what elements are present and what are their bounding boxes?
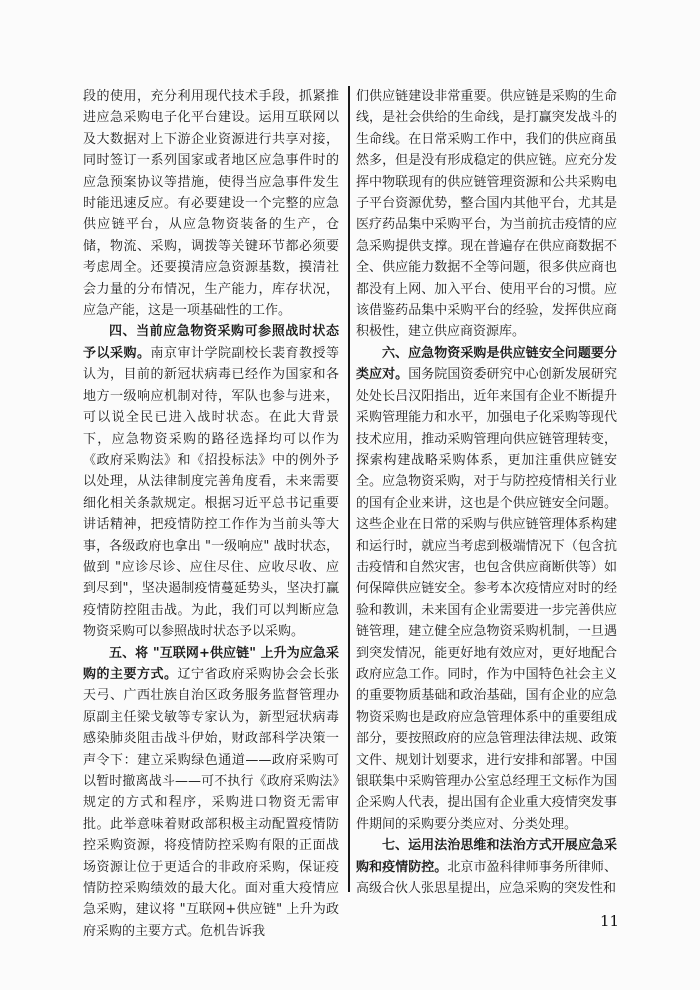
section-heading-text: 四、当前应急物资采购可参照战时状态予以采购。 — [83, 324, 339, 361]
body-text: 辽宁省政府采购协会会长张天弓、广西壮族自治区政务服务监督管理办原副主任梁戈敏等专家认为，新型冠状病毒感染肺炎阻击战斗伊始，财政部科学决策一声令下：建立采购绿色通道——政府采购可以暂时撤离战斗——可不执行《政府采购法》规定的方式和程序，采购进口物资无需审批。此举意味着财政部积极主动配置疫情防控采购资源，将疫情防控采购有限的正面战场资源让位于更适合的非政府采购，保证疫情防控采购绩效的最大化。面对重大疫情应急采购，建议将 "互联网+供应链" 上升为政府采购的主要方式。危机告诉我 — [83, 666, 339, 939]
left-column — [83, 86, 339, 942]
paragraph — [356, 86, 617, 343]
page-number: 11 — [600, 912, 620, 930]
right-column — [356, 86, 617, 899]
section-heading-text: 六、应急物资采购是供应链安全问题要分类应对。 — [356, 345, 617, 383]
body-text: 北京市盈科律师事务所律师、高级合伙人张思星提出，应急采购的突发性和 — [356, 859, 617, 897]
body-text: 国务院国资委研究中心创新发展研究处处长吕汉阳指出，近年来国有企业不断提升采购管理能力和水平，加强电子化采购等现代技术应用，推动采购管理向供应链管理转变，探索构建战略采购体系，更加注重供应链安全。应急物资采购，对于与防控疫情相关行业的国有企业来讲，这也是个供应链安全问题。这些企业在日常的采购与供应链管理体系构建和运行时，就应当考虑到极端情况下（包含抗击疫情和自然灾害，也包含供应商断供等）如何保障供应链安全。参考本次疫情应对时的经验和教训，未来国有企业需要进一步完善供应链管理，建立健全应急物资采购机制，一旦遇到突发情况，能更好地有效应对，更好地配合政府应急工作。同时，作为中国特色社会主义的重要物质基础和政治基础，国有企业的应急物资采购也是政府应急管理体系中的重要组成部分，要按照政府的应急管理法律法规、政策文件、规划计划要求，进行安排和部署。中国银联集中采购管理办公室总经理王文标作为国企采购人代表，提出国有企业重大疫情突发事件期间的采购要分类应对、分类处理。 — [356, 367, 617, 832]
paragraph — [83, 643, 339, 943]
column-divider-line — [348, 86, 350, 892]
body-text: 们供应链建设非常重要。供应链是采购的生命线，是社会供给的生命线，是打赢突发战斗的生命线。在日常采购工作中，我们的供应商虽然多，但是没有形成稳定的供应链。应充分发挥中物联现有的供应链管理资源和公共采购电子平台资源优势，整合国内其他平台，尤其是医疗药品集中采购平台，为当前抗击疫情的应急采购提供支撑。现在普遍存在供应商数据不全、供应能力数据不全等问题，很多供应商也都没有上网、加入平台、使用平台的习惯。应该借鉴药品集中采购平台的经验，发挥供应商积极性，建立供应商资源库。 — [356, 89, 617, 340]
section-heading-text: 五、将 "互联网+供应链" 上升为应急采购的主要方式。 — [83, 645, 339, 682]
paragraph — [356, 835, 617, 899]
paragraph — [83, 86, 339, 321]
section-heading-text: 七、运用法治思维和法治方式开展应急采购和疫情防控。 — [356, 838, 617, 875]
body-text: 南京审计学院副校长裴育教授等认为，目前的新冠状病毒已经作为国家和各地方一级响应机制对待，军队也参与进来，可以说全民已进入战时状态。在此大背景下，应急物资采购的路径选择均可以作为《政府采购法》和《招投标法》中的例外予以处理，从法律制度完善角度看，未来需要细化相关条款规定。根据习近平总书记重要讲话精神，把疫情防控工作作为当前头等大事，各级政府也拿出 "一级响应" 战时状态，做到 "应诊尽诊、应住尽住、应收尽收、应到尽到"，坚决遏制疫情蔓延势头，坚决打赢疫情防控阻击战。为此，我们可以判断应急物资采购可以参照战时状态予以采购。 — [83, 345, 339, 640]
paragraph — [83, 321, 339, 642]
paragraph — [356, 343, 617, 835]
body-text: 段的使用，充分利用现代技术手段，抓紧推进应急采购电子化平台建设。运用互联网以及大数据对上下游企业资源进行共享对接，同时签订一系列国家或者地区应急事件时的应急预案协议等措施，使得当应急事件发生时能迅速反应。有必要建设一个完整的应急供应链平台，从应急物资装备的生产，仓储，物流、采购，调拨等关键环节都必须要考虑周全。还要摸清应急资源基数，摸清社会力量的分布情况，生产能力，库存状况，应急产能，这是一项基础性的工作。 — [83, 89, 339, 319]
